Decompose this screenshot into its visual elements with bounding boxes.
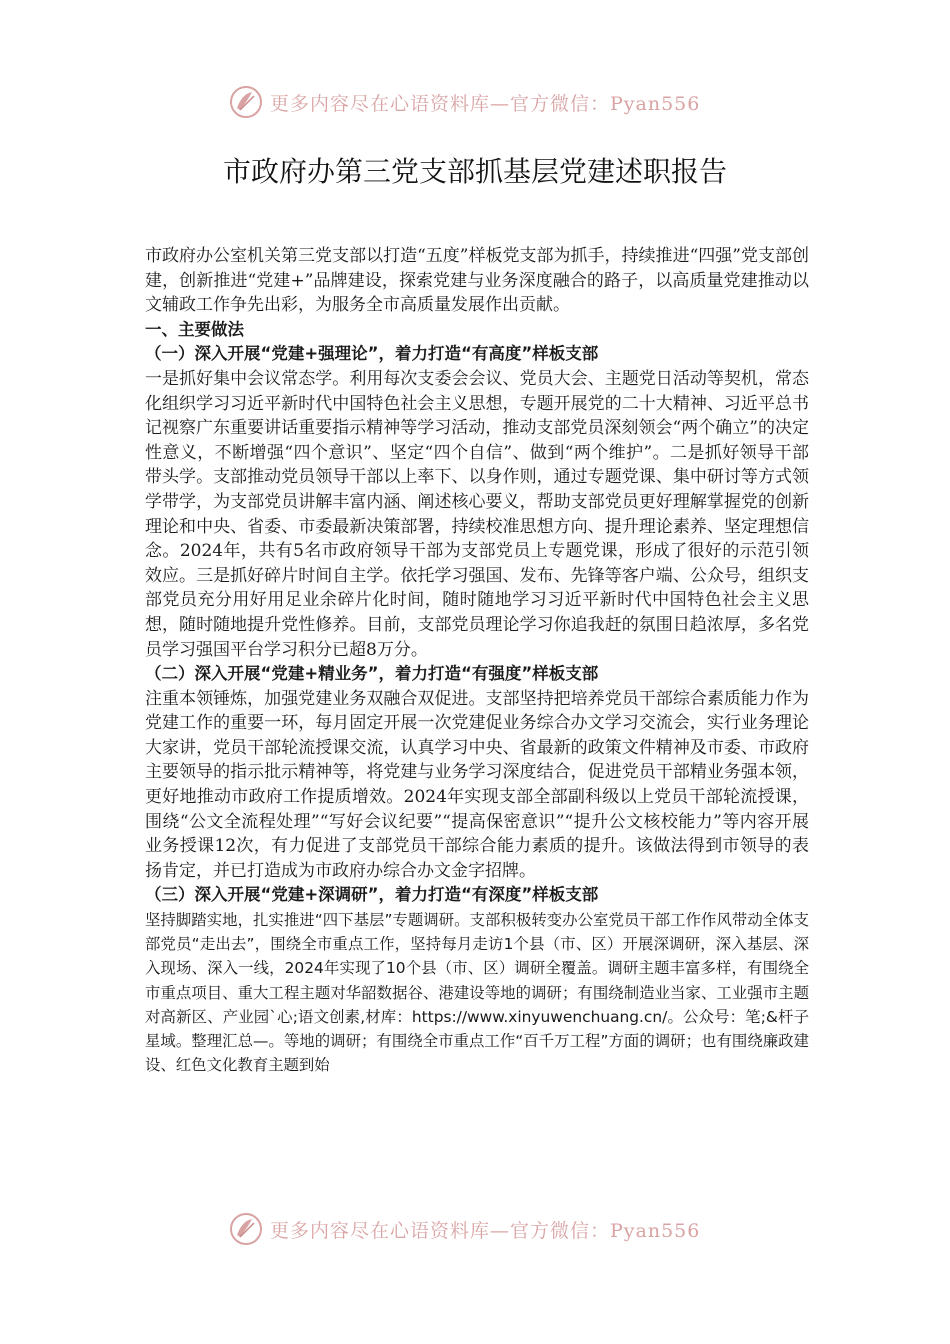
document-title: 市政府办第三党支部抓基层党建述职报告: [222, 155, 727, 188]
subsection-body-2: 注重本领锤炼，加强党建业务双融合双促进。支部坚持把培养党员干部综合素质能力作为党建工作的重要一环，每月固定开展一次党建促业务综合办文学习交流会，实行业务理论大家讲，党员干部轮流授课交流，认真学习中央、省最新的政策文件精神及市委、市政府主要领导的指示批示精神等，将党建与业务学习深度结合，促进党员干部精业务强本领，更好地推动市政府工作提质增效。2024年实现支部全部副科级以上党员干部轮流授课，围绕“公文全流程处理”“写好会议纪要”“提高保密意识”“提升公文核校能力”等内容开展业务授课12次，有力促进了支部党员干部综合能力素质的提升。该做法得到市领导的表扬肯定，并已打造成为市政府办综合办文金字招牌。: [145, 688, 809, 881]
subsection-heading-1: （一）深入开展“党建+强理论”，着力打造“有高度”样板支部: [145, 344, 599, 364]
section-heading: 一、主要做法: [145, 319, 244, 339]
watermark-text: 更多内容尽在心语资料库—官方微信：Pyan556: [270, 1219, 701, 1242]
pen-logo-icon: [228, 1211, 264, 1247]
subsection-body-1: 一是抓好集中会议常态学。利用每次支委会会议、党员大会、主题党日活动等契机，常态化组织学习习近平新时代中国特色社会主义思想，专题开展党的二十大精神、习近平总书记视察广东重要讲话重要指示精神等学习活动，推动支部党员深刻领会“两个确立”的决定性意义，不断增强“四个意识”、坚定“四个自信”、做到“两个维护”。二是抓好领导干部带头学。支部推动党员领导干部以上率下、以身作则，通过专题党课、集中研讨等方式领学带学，为支部党员讲解丰富内涵、阐述核心要义，帮助支部党员更好理解掌握党的创新理论和中央、省委、市委最新决策部署，持续校准思想方向、提升理论素养、坚定理想信念。2024年，共有5名市政府领导干部为支部党员上专题党课，形成了很好的示范引领效应。三是抓好碎片时间自主学。依托学习强国、发布、先锋等客户端、公众号，组织支部党员充分用好用足业余碎片化时间，随时随地学习习近平新时代中国特色社会主义思想，随时随地提升党性修养。目前，支部党员理论学习你追我赶的氛围日趋浓厚，多名党员学习强国平台学习积分已超8万分。: [145, 368, 809, 660]
watermark-text: 更多内容尽在心语资料库—官方微信：Pyan556: [270, 92, 701, 115]
subsection-body-3: 坚持脚踏实地，扎实推进“四下基层”专题调研。支部积极转变办公室党员干部工作作风带动全体支部党员“走出去”，围绕全市重点工作，坚持每月走访1个县（市、区）开展深调研，深入基层、深入现场、深入一线，2024年实现了10个县（市、区）调研全覆盖。调研主题丰富多样，有围绕全市重点项目、重大工程主题对华韶数据谷、港建设等地的调研；有围绕制造业当家、工业强市主题对高新区、产业园`心;语文创素,材库：https://www.xinyuwenchuang.cn/。公众号：笔;&杆子星域。整理汇总—。等地的调研；有围绕全市重点工作“百千万工程”方面的调研；也有围绕廉政建设、红色文化教育主题到始: [145, 911, 809, 1075]
watermark-banner-bottom: [228, 1209, 700, 1249]
document-body: [145, 244, 809, 1077]
subsection-heading-3: （三）深入开展“党建+深调研”，着力打造“有深度”样板支部: [145, 885, 599, 905]
watermark-banner-top: [228, 82, 700, 122]
pen-logo-icon: [228, 84, 264, 120]
subsection-heading-2: （二）深入开展“党建+精业务”，着力打造“有强度”样板支部: [145, 664, 599, 684]
intro-paragraph: 市政府办公室机关第三党支部以打造“五度”样板党支部为抓手，持续推进“四强”党支部创建，创新推进“党建+”品牌建设，探索党建与业务深度融合的路子，以高质量党建推动以文辅政工作争先出彩，为服务全市高质量发展作出贡献。: [145, 246, 809, 316]
